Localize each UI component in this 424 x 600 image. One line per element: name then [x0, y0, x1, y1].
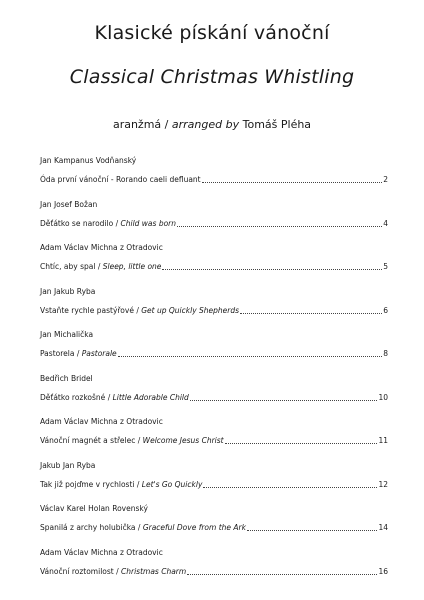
toc-title-separator: / [105, 392, 113, 402]
toc-page-number: 16 [378, 566, 388, 576]
toc-title-czech: Spanilá z archy holubička [40, 523, 136, 532]
toc-title-separator: / [134, 479, 142, 489]
toc-composer: Jan Michalička [40, 330, 94, 339]
toc-title-line [40, 306, 388, 316]
toc-composer: Jan Jakub Ryba [40, 286, 96, 296]
toc-title-czech: Vstaňte rychle pastýřové [40, 305, 134, 315]
arranger-name: Tomáš Pléha [242, 118, 312, 131]
toc-page-number: 12 [378, 479, 388, 489]
toc-title [40, 393, 189, 403]
toc-entry[interactable] [40, 199, 388, 228]
toc-composer: Adam Václav Michna z Otradovic [40, 547, 163, 557]
toc-title-english: Sleep, little one [102, 262, 162, 271]
toc-title-czech: Tak již pojďme v rychlosti [40, 479, 135, 489]
toc-title-english: Get up Quickly Shepherds [141, 305, 240, 315]
toc-page-number: 11 [378, 436, 388, 445]
toc-title-english: Pastorale [81, 349, 117, 358]
toc-title-english: Christmas Charm [121, 566, 187, 576]
toc-title-line [40, 567, 388, 577]
toc-title-czech: Óda první vánoční - Rorando caeli defluant [40, 175, 201, 184]
toc-entry[interactable] [40, 330, 388, 358]
toc-page-number: 10 [378, 392, 388, 402]
toc-title-separator: / [74, 349, 82, 358]
toc-title-separator: / [113, 218, 121, 228]
toc-title-czech: Děťátko rozkošné [40, 392, 106, 402]
toc-title-line [40, 523, 388, 533]
toc-title-line [40, 262, 388, 272]
toc-title-line [40, 175, 388, 185]
arranged-by-label: arranged by [171, 118, 240, 131]
toc-title-line [40, 393, 388, 403]
toc-composer: Bedřich Bridel [40, 373, 93, 383]
toc-title-english: Welcome Jesus Christ [142, 436, 224, 445]
toc-page-number: 4 [383, 218, 388, 228]
toc-composer: Jan Josef Božan [40, 199, 98, 209]
toc-page-number: 14 [378, 523, 388, 532]
toc-entry[interactable] [40, 417, 388, 445]
toc-title-separator: / [135, 523, 143, 532]
toc-title-czech: Vánoční magnét a střelec [40, 436, 136, 445]
toc-dot-leader [225, 442, 378, 444]
toc-entry[interactable] [40, 243, 388, 271]
toc-composer: Václav Karel Holan Rovenský [40, 504, 148, 513]
toc-dot-leader [247, 529, 377, 531]
toc-page-number: 5 [383, 262, 388, 271]
toc-dot-leader [177, 225, 382, 227]
toc-entry[interactable] [40, 504, 388, 532]
toc-composer: Jan Kampanus Vodňanský [40, 156, 137, 165]
toc-title-czech: Děťátko se narodilo [40, 218, 114, 228]
toc-composer: Adam Václav Michna z Otradovic [40, 417, 163, 426]
toc-title-separator: / [113, 566, 122, 576]
toc-dot-leader [118, 355, 383, 357]
toc-dot-leader [240, 312, 382, 314]
toc-dot-leader [202, 181, 383, 183]
toc-title-czech: Vánoční roztomilost [40, 566, 114, 576]
toc-title-english: Little Adorable Child [112, 392, 189, 402]
toc-title [40, 262, 161, 272]
toc-title-line [40, 436, 388, 446]
toc-title-separator: / [135, 436, 143, 445]
arranger-line [0, 118, 424, 131]
toc-title [40, 436, 224, 446]
toc-title-line [40, 349, 388, 359]
toc-dot-leader [162, 268, 382, 270]
toc-entry[interactable] [40, 547, 388, 576]
page-title-czech: Klasické pískání vánoční [94, 22, 330, 44]
toc-entry[interactable] [40, 460, 388, 489]
toc-title-english: Child was born [120, 218, 177, 228]
toc-title-line [40, 219, 388, 229]
arranger-prefix: aranžmá / [112, 118, 169, 131]
toc-title [40, 349, 117, 359]
toc-composer: Adam Václav Michna z Otradovic [40, 243, 163, 252]
toc-page-number: 8 [383, 349, 388, 358]
toc-title [40, 480, 202, 490]
page-title-english: Classical Christmas Whistling [69, 66, 355, 88]
toc-entry[interactable] [40, 373, 388, 402]
toc-title-czech: Chtíc, aby spal [40, 262, 96, 271]
toc-title [40, 567, 186, 577]
toc-title-english: Let's Go Quickly [141, 479, 203, 489]
toc-page-number: 6 [383, 305, 388, 315]
toc-title-english: Graceful Dove from the Ark [142, 523, 246, 532]
toc-dot-leader [190, 399, 378, 401]
toc-dot-leader [187, 573, 377, 575]
toc-title [40, 175, 201, 185]
toc-title-line [40, 480, 388, 490]
toc-page-number: 2 [383, 175, 388, 184]
toc-title [40, 523, 246, 533]
toc-title-separator: / [95, 262, 103, 271]
toc-title [40, 306, 239, 316]
toc-composer: Jakub Jan Ryba [40, 460, 96, 470]
toc-title [40, 219, 176, 229]
toc-title-separator: / [133, 305, 142, 315]
toc-entry[interactable] [40, 156, 388, 184]
toc-entry[interactable] [40, 286, 388, 315]
toc-dot-leader [203, 486, 377, 488]
toc-title-czech: Pastorela [40, 349, 75, 358]
